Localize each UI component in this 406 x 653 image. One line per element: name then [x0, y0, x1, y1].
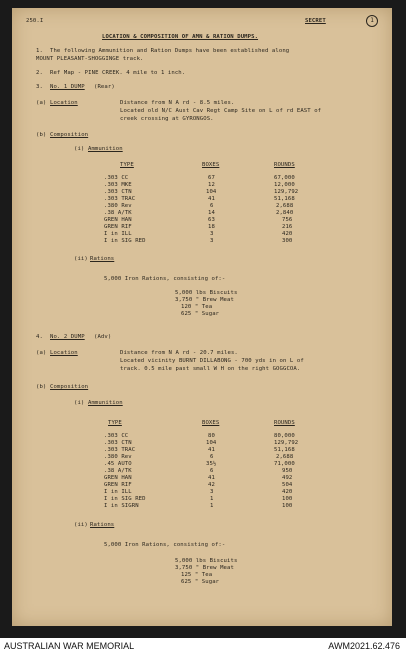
table-cell: 6: [210, 454, 214, 460]
table-cell: 41: [208, 196, 215, 202]
table-cell: 3: [210, 489, 214, 495]
dump2-rations-intro: 5,000 Iron Rations, consisting of:-: [104, 542, 226, 548]
archive-name: AUSTRALIAN WAR MEMORIAL: [4, 641, 135, 651]
dump1-ration-line: 625 " Sugar: [181, 311, 220, 317]
dump2-ration-line: 625 " Sugar: [181, 579, 220, 585]
item3-a-text2: Located old N/C Aust Cav Regt Camp Site on L of rd EAST of: [120, 108, 322, 114]
table-cell: .303 CTN: [104, 440, 132, 446]
item3-heading: No. 1 DUMP: [50, 84, 85, 90]
item4-a-label: (a): [36, 350, 47, 356]
table-cell: 104: [206, 440, 217, 446]
item3-i-label: (i): [74, 146, 85, 152]
item3-suffix: (Rear): [94, 84, 115, 90]
table-cell: 950: [282, 468, 293, 474]
table-cell: 12: [208, 182, 215, 188]
page-number: 1: [366, 15, 378, 27]
dump1-rations-intro: 5,000 Iron Rations, consisting of:-: [104, 276, 226, 282]
table-cell: 42: [208, 482, 215, 488]
table-cell: 1: [210, 503, 214, 509]
item3-i-heading: Ammunition: [88, 146, 123, 152]
page-reference: 250.I: [26, 18, 44, 24]
table-cell: 1: [210, 496, 214, 502]
table-cell: 216: [282, 224, 293, 230]
item4-i-heading: Ammunition: [88, 400, 123, 406]
document-title: LOCATION & COMPOSITION OF AMN & RATION DUMPS.: [102, 34, 259, 40]
table-cell: I in SIG RED: [104, 496, 146, 502]
dump2-col-type: TYPE: [108, 420, 122, 426]
dump1-ration-line: 120 " Tea: [181, 304, 213, 310]
item4-a-text2: Located vicinity BURNT DILLABONG - 700 yds in on L of: [120, 358, 304, 364]
table-cell: 129,792: [274, 189, 299, 195]
table-cell: 420: [282, 231, 293, 237]
table-cell: 492: [282, 475, 293, 481]
item4-ii-label: (ii): [74, 522, 88, 528]
item4-b-heading: Composition: [50, 384, 89, 390]
table-cell: 420: [282, 489, 293, 495]
table-cell: .303 TRAC: [104, 447, 136, 453]
table-cell: GREN HAN: [104, 475, 132, 481]
dump1-col-rounds: ROUNDS: [274, 162, 295, 168]
table-cell: 3: [210, 231, 214, 237]
item3-b-label: (b): [36, 132, 47, 138]
dump2-ration-line: 5,000 lbs Biscuits: [175, 558, 238, 564]
table-cell: 2,688: [276, 203, 294, 209]
item3-ii-heading: Rations: [90, 256, 115, 262]
item4-a-heading: Location: [50, 350, 78, 356]
table-cell: I in ILL: [104, 489, 132, 495]
table-cell: 100: [282, 496, 293, 502]
item3-ii-label: (ii): [74, 256, 88, 262]
dump2-col-boxes: BOXES: [202, 420, 220, 426]
table-cell: .303 CC: [104, 175, 129, 181]
table-cell: .380 Rev: [104, 454, 132, 460]
table-cell: 504: [282, 482, 293, 488]
dump2-ration-line: 3,750 " Brew Meat: [175, 565, 234, 571]
table-cell: I in ILL: [104, 231, 132, 237]
item3-a-text3: creek crossing at GYRONGOS.: [120, 116, 214, 122]
item3-b-heading: Composition: [50, 132, 89, 138]
table-cell: 756: [282, 217, 293, 223]
table-cell: .303 TRAC: [104, 196, 136, 202]
item2-text: Ref Map - PINE CREEK. 4 mile to 1 inch.: [50, 70, 186, 76]
table-cell: .38 A/TK: [104, 468, 132, 474]
document-page: [12, 8, 392, 626]
table-cell: 129,792: [274, 440, 299, 446]
table-cell: .303 CC: [104, 433, 129, 439]
item2-number: 2.: [36, 70, 43, 76]
item4-a-text1: Distance from N A rd - 20.7 miles.: [120, 350, 238, 356]
table-cell: 12,000: [274, 182, 295, 188]
table-cell: .45 AUTO: [104, 461, 132, 467]
item4-suffix: (Adv): [94, 334, 112, 340]
table-cell: 2,840: [276, 210, 294, 216]
item4-heading: No. 2 DUMP: [50, 334, 85, 340]
item3-number: 3.: [36, 84, 43, 90]
table-cell: 67,000: [274, 175, 295, 181]
dump1-ration-line: 3,750 " Brew Meat: [175, 297, 234, 303]
table-cell: .303 MKE: [104, 182, 132, 188]
dump1-col-boxes: BOXES: [202, 162, 220, 168]
table-cell: 51,168: [274, 196, 295, 202]
archive-footer: [0, 638, 406, 653]
dump2-ration-line: 125 " Tea: [181, 572, 213, 578]
table-cell: I in SIG RED: [104, 238, 146, 244]
table-cell: 80,000: [274, 433, 295, 439]
table-cell: 14: [208, 210, 215, 216]
item4-i-label: (i): [74, 400, 85, 406]
table-cell: GREN RIF: [104, 482, 132, 488]
table-cell: 2,688: [276, 454, 294, 460]
dump2-col-rounds: ROUNDS: [274, 420, 295, 426]
table-cell: 41: [208, 475, 215, 481]
table-cell: .38 A/TK: [104, 210, 132, 216]
table-cell: 35½: [206, 461, 217, 467]
table-cell: 100: [282, 503, 293, 509]
table-cell: GREN HAN: [104, 217, 132, 223]
dump1-col-type: TYPE: [120, 162, 134, 168]
table-cell: 41: [208, 447, 215, 453]
dump1-ration-line: 5,000 lbs Biscuits: [175, 290, 238, 296]
table-cell: 18: [208, 224, 215, 230]
table-cell: 6: [210, 203, 214, 209]
table-cell: 67: [208, 175, 215, 181]
item1-number: 1.: [36, 48, 43, 54]
table-cell: 51,168: [274, 447, 295, 453]
table-cell: .380 Rev: [104, 203, 132, 209]
table-cell: 300: [282, 238, 293, 244]
table-cell: GREN RIF: [104, 224, 132, 230]
table-cell: .303 CTN: [104, 189, 132, 195]
item4-b-label: (b): [36, 384, 47, 390]
item4-a-text3: track. 0.5 mile past small W H on the right GOGGCOA.: [120, 366, 301, 372]
table-cell: 104: [206, 189, 217, 195]
item3-a-label: (a): [36, 100, 47, 106]
item1-text-line1: The following Ammunition and Ration Dumps have been established along: [50, 48, 290, 54]
table-cell: I in SIGRN: [104, 503, 139, 509]
table-cell: 71,000: [274, 461, 295, 467]
table-cell: 3: [210, 238, 214, 244]
table-cell: 63: [208, 217, 215, 223]
item4-number: 4.: [36, 334, 43, 340]
item3-a-heading: Location: [50, 100, 78, 106]
table-cell: 80: [208, 433, 215, 439]
classification-marking: SECRET: [305, 18, 326, 24]
item1-text-line2: MOUNT PLEASANT-SHOGGINGE track.: [36, 56, 144, 62]
table-cell: 6: [210, 468, 214, 474]
item3-a-text1: Distance from N A rd - 8.5 miles.: [120, 100, 235, 106]
archive-reference: AWM2021.62.476: [328, 641, 400, 651]
item4-ii-heading: Rations: [90, 522, 115, 528]
